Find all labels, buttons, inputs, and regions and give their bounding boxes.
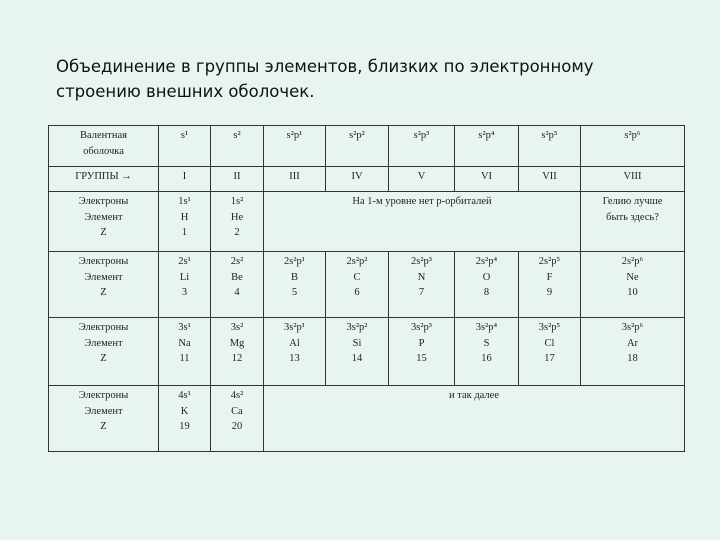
shell-cell: s²p¹ [264, 126, 326, 167]
groups-label: ГРУППЫ → [49, 167, 159, 192]
row-label: Электроны Элемент Z [49, 192, 159, 252]
helium-note: Гелию лучше быть здесь? [581, 192, 685, 252]
element-cell: 3s²p¹ Al 13 [264, 318, 326, 386]
element-cell: 2s²p⁴ O 8 [455, 252, 519, 318]
element-cell: 1s¹ H 1 [159, 192, 211, 252]
group-cell: II [211, 167, 264, 192]
element-cell: 3s²p⁶ Ar 18 [581, 318, 685, 386]
no-p-orbitals-note: На 1-м уровне нет p-орбиталей [264, 192, 581, 252]
groups-row [49, 167, 685, 192]
shell-cell: s² [211, 126, 264, 167]
shell-cell: s²p³ [389, 126, 455, 167]
period-2-row [49, 252, 685, 318]
shell-cell: s²p² [326, 126, 389, 167]
element-cell: 3s²p⁴ S 16 [455, 318, 519, 386]
element-cell: 2s² Be 4 [211, 252, 264, 318]
element-cell: 4s¹ K 19 [159, 386, 211, 452]
element-cell: 2s²p² C 6 [326, 252, 389, 318]
element-cell: 1s² He 2 [211, 192, 264, 252]
element-cell: 4s² Ca 20 [211, 386, 264, 452]
shell-cell: s¹ [159, 126, 211, 167]
row-label: Электроны Элемент Z [49, 386, 159, 452]
element-cell: 2s²p³ N 7 [389, 252, 455, 318]
element-cell: 3s¹ Na 11 [159, 318, 211, 386]
element-cell: 2s²p¹ B 5 [264, 252, 326, 318]
period-3-row [49, 318, 685, 386]
shell-cell: s²p⁴ [455, 126, 519, 167]
group-cell: V [389, 167, 455, 192]
and-so-on-note: и так далее [264, 386, 685, 452]
element-cell: 2s¹ Li 3 [159, 252, 211, 318]
element-cell: 3s²p² Si 14 [326, 318, 389, 386]
element-cell: 3s²p³ P 15 [389, 318, 455, 386]
element-cell: 3s² Mg 12 [211, 318, 264, 386]
group-cell: IV [326, 167, 389, 192]
shell-cell: s²p⁵ [519, 126, 581, 167]
period-1-row [49, 192, 685, 252]
element-cell: 2s²p⁵ F 9 [519, 252, 581, 318]
row-label: Электроны Элемент Z [49, 318, 159, 386]
group-cell: VII [519, 167, 581, 192]
shell-cell: s²p⁶ [581, 126, 685, 167]
row-label: Электроны Элемент Z [49, 252, 159, 318]
group-cell: VIII [581, 167, 685, 192]
period-4-row [49, 386, 685, 452]
element-cell: 3s²p⁵ Cl 17 [519, 318, 581, 386]
element-cell: 2s²p⁶ Ne 10 [581, 252, 685, 318]
group-cell: VI [455, 167, 519, 192]
group-cell: I [159, 167, 211, 192]
slide-title: Объединение в группы элементов, близких по электронному строению внешних оболочек. [56, 57, 594, 101]
valence-shell-label: Валентная оболочка [49, 126, 159, 167]
electron-shell-table [48, 125, 685, 452]
group-cell: III [264, 167, 326, 192]
valence-shell-row [49, 126, 685, 167]
